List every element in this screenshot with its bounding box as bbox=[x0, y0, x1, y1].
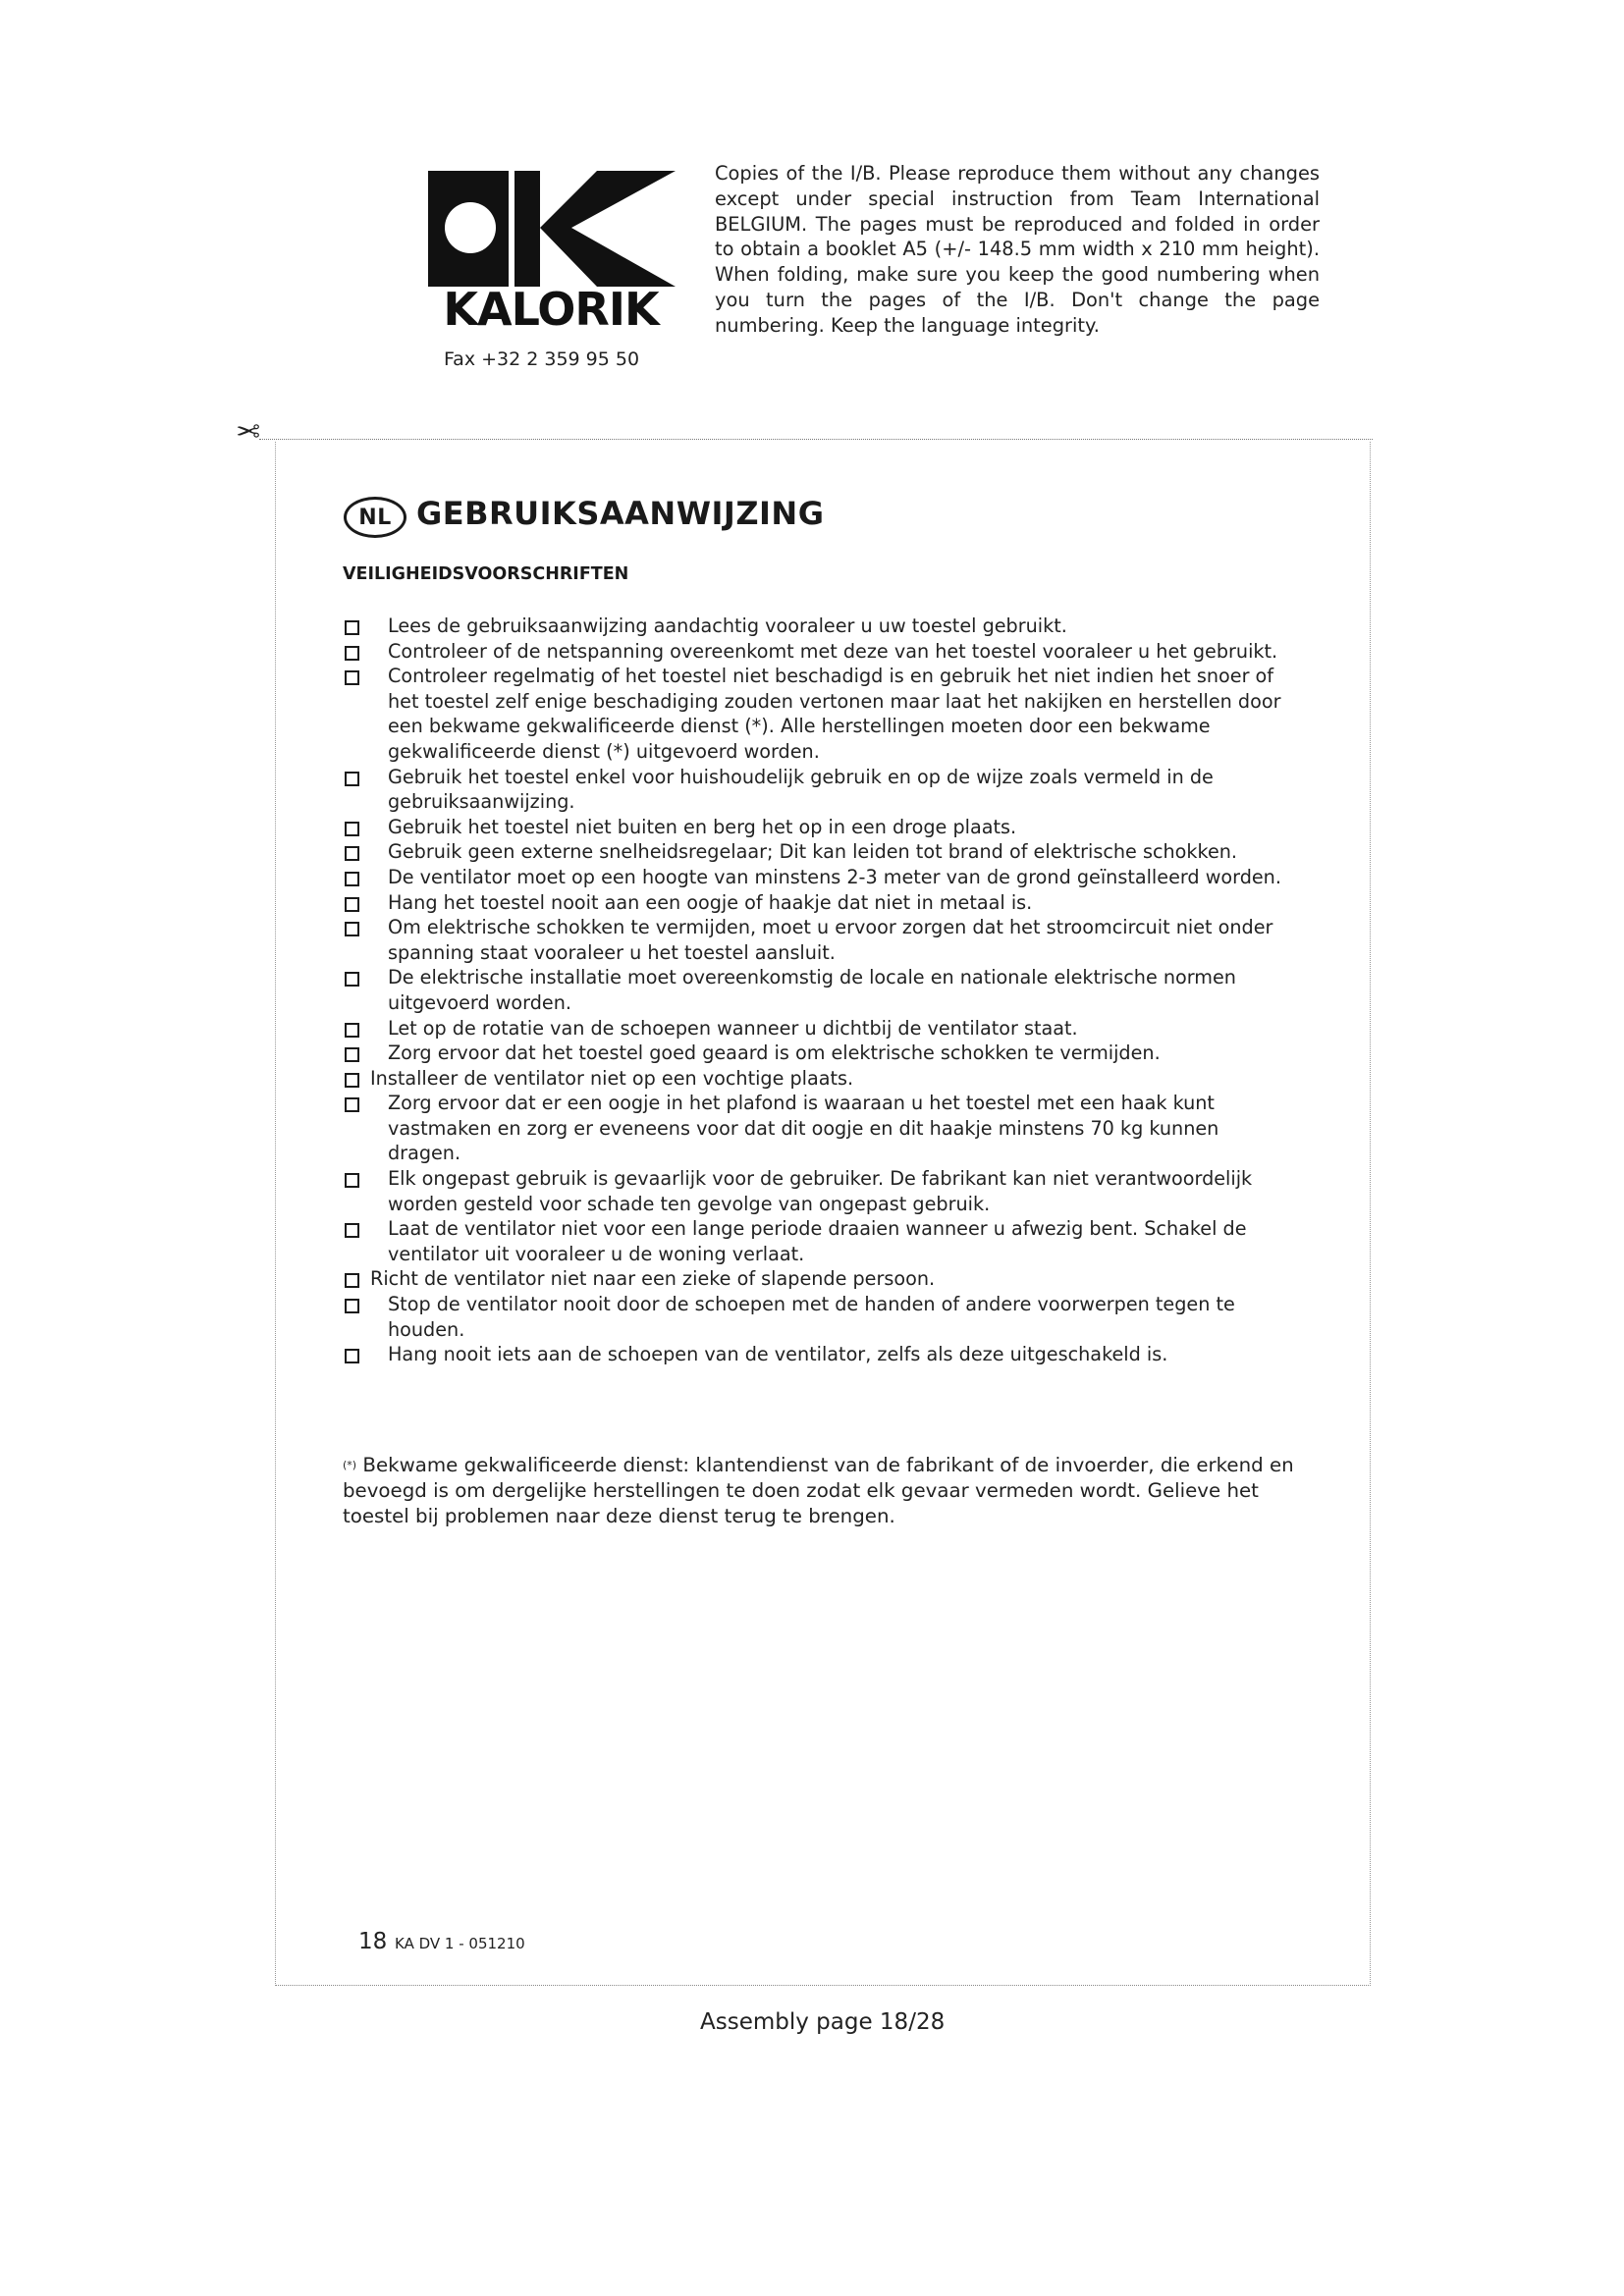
safety-instructions-list bbox=[343, 614, 1291, 1367]
list-item: Controleer of de netspanning overeenkomt met deze van het toestel vooraleer u het gebruikt. bbox=[343, 639, 1291, 665]
checkbox-bullet-icon bbox=[345, 772, 359, 786]
checkbox-bullet-icon bbox=[345, 646, 359, 661]
checkbox-bullet-icon bbox=[345, 1173, 359, 1188]
checkbox-bullet-icon bbox=[345, 1097, 359, 1112]
list-item: Gebruik geen externe snelheidsregelaar; Dit kan leiden tot brand of elektrische schokken. bbox=[343, 839, 1291, 865]
checkbox-bullet-icon bbox=[345, 1047, 359, 1062]
page-number: 18 bbox=[358, 1929, 388, 1954]
list-item: Elk ongepast gebruik is gevaarlijk voor de gebruiker. De fabrikant kan niet verantwoordelijk worden gesteld voor schade ten gevolge van ongepast gebruik. bbox=[343, 1166, 1291, 1216]
list-item: Gebruik het toestel enkel voor huishoudelijk gebruik en op de wijze zoals vermeld in de gebruiksaanwijzing. bbox=[343, 765, 1291, 815]
list-item: Om elektrische schokken te vermijden, moet u ervoor zorgen dat het stroomcircuit niet onder spanning staat vooraleer u het toestel aansluit. bbox=[343, 915, 1291, 965]
fax-number: Fax +32 2 359 95 50 bbox=[444, 348, 640, 370]
list-item: Installeer de ventilator niet op een vochtige plaats. bbox=[343, 1066, 1291, 1092]
list-item: Zorg ervoor dat er een oogje in het plafond is waaraan u het toestel met een haak kunt vastmaken en zorg er eveneens voor dat dit oogje en dit haakje minstens 70 kg kunnen dragen. bbox=[343, 1091, 1291, 1166]
checkbox-bullet-icon bbox=[345, 922, 359, 936]
list-item: Zorg ervoor dat het toestel goed geaard is om elektrische schokken te vermijden. bbox=[343, 1041, 1291, 1066]
list-item: Hang nooit iets aan de schoepen van de ventilator, zelfs als deze uitgeschakeld is. bbox=[343, 1342, 1291, 1367]
checkbox-bullet-icon bbox=[345, 846, 359, 861]
document-code: KA DV 1 - 051210 bbox=[395, 1935, 525, 1952]
checkbox-bullet-icon bbox=[345, 1349, 359, 1363]
list-item: De elektrische installatie moet overeenkomstig de locale en nationale elektrische normen uitgevoerd worden. bbox=[343, 965, 1291, 1015]
list-item: Richt de ventilator niet naar een zieke of slapende persoon. bbox=[343, 1266, 1291, 1292]
checkbox-bullet-icon bbox=[345, 620, 359, 635]
list-item: Controleer regelmatig of het toestel niet beschadigd is en gebruik het niet indien het snoer of het toestel zelf enige beschadiging zouden vertonen maar laat het nakijken en herstellen door een bekwame gekwalificeerde dienst (*). Alle herstellingen moeten door een bekwame gekwalificeerde dienst (*) uitgevoerd worden. bbox=[343, 664, 1291, 764]
logo-wordmark: KALORIK bbox=[443, 283, 659, 336]
list-item: Hang het toestel nooit aan een oogje of haakje dat niet in metaal is. bbox=[343, 890, 1291, 916]
checkbox-bullet-icon bbox=[345, 1023, 359, 1038]
checkbox-bullet-icon bbox=[345, 872, 359, 886]
list-item: Laat de ventilator niet voor een lange periode draaien wanneer u afwezig bent. Schakel de ventilator uit vooraleer u de woning verlaat. bbox=[343, 1216, 1291, 1266]
checkbox-bullet-icon bbox=[345, 972, 359, 987]
page-title: GEBRUIKSAANWIJZING bbox=[416, 495, 825, 532]
list-item: Stop de ventilator nooit door de schoepen met de handen of andere voorwerpen tegen te houden. bbox=[343, 1292, 1291, 1342]
cut-line bbox=[259, 439, 1373, 440]
kalorik-logo bbox=[424, 167, 677, 336]
checkbox-bullet-icon bbox=[345, 1223, 359, 1238]
checkbox-bullet-icon bbox=[345, 670, 359, 685]
footnote-marker: (*) bbox=[343, 1459, 357, 1471]
checkbox-bullet-icon bbox=[345, 1073, 359, 1088]
scissors-icon: ✂ bbox=[236, 412, 261, 447]
language-badge: NL bbox=[344, 497, 406, 538]
footnote-text: Bekwame gekwalificeerde dienst: klantendienst van de fabrikant of de invoerder, die erkend en bevoegd is om dergelijke herstellingen te doen zodat elk gevaar vermeden wordt. Gelieve het toestel bij problemen naar deze dienst terug te brengen. bbox=[343, 1454, 1294, 1527]
list-item: Gebruik het toestel niet buiten en berg het op in een droge plaats. bbox=[343, 815, 1291, 840]
list-item: Lees de gebruiksaanwijzing aandachtig vooraleer u uw toestel gebruikt. bbox=[343, 614, 1291, 639]
list-item: Let op de rotatie van de schoepen wanneer u dichtbij de ventilator staat. bbox=[343, 1016, 1291, 1041]
assembly-page-label: Assembly page 18/28 bbox=[700, 2009, 946, 2035]
checkbox-bullet-icon bbox=[345, 822, 359, 836]
list-item: De ventilator moet op een hoogte van minstens 2-3 meter van de grond geïnstalleerd worden. bbox=[343, 865, 1291, 890]
checkbox-bullet-icon bbox=[345, 897, 359, 912]
checkbox-bullet-icon bbox=[345, 1299, 359, 1313]
reproduction-instructions: Copies of the I/B. Please reproduce them without any changes except under special instruction from Team International BELGIUM. The pages must be reproduced and folded in order to obtain a booklet A5 (+/- 148.5 mm width x 210 mm height). When folding, make sure you keep the good numbering when you turn the pages of the I/B. Don't change the page numbering. Keep the language integrity. bbox=[715, 162, 1320, 337]
footnote bbox=[343, 1453, 1299, 1529]
section-heading: VEILIGHEIDSVOORSCHRIFTEN bbox=[343, 564, 629, 584]
checkbox-bullet-icon bbox=[345, 1273, 359, 1288]
